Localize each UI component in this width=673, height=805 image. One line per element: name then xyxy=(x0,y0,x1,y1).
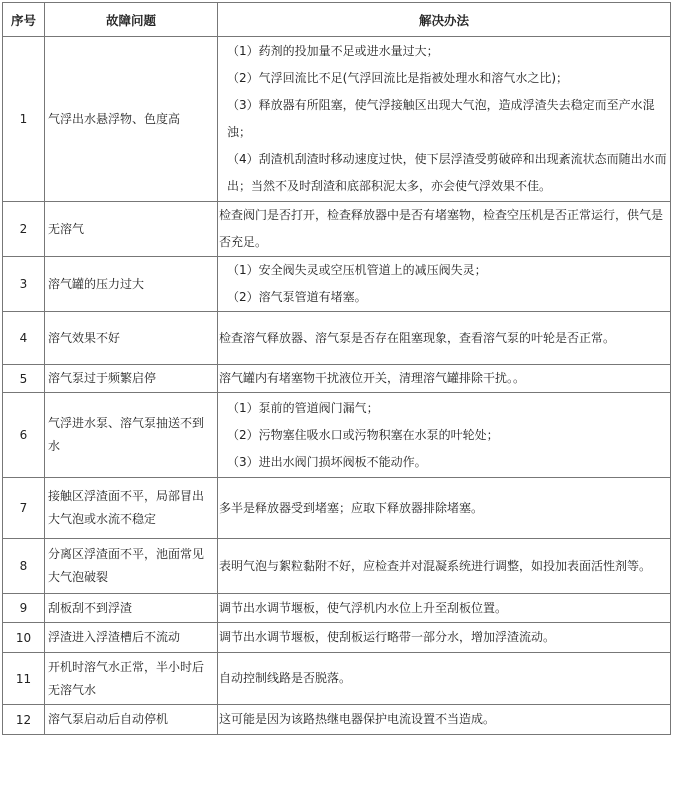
solution-cell xyxy=(218,393,671,478)
table-row xyxy=(3,478,671,539)
row-number: 3 xyxy=(3,257,45,312)
solution-line: 调节出水调节堰板，使气浮机内水位上升至刮板位置。 xyxy=(219,600,508,615)
table-row xyxy=(3,393,671,478)
issue-cell: 气浮出水悬浮物、色度高 xyxy=(45,37,218,202)
solution-line: 多半是释放器受到堵塞；应取下释放器排除堵塞。 xyxy=(219,500,484,515)
table-row xyxy=(3,594,671,623)
table-row xyxy=(3,623,671,653)
solution-line: （4）刮渣机刮渣时移动速度过快，使下层浮渣受剪破碎和出现紊流状态而随出水而出；当然不及时刮渣和底部积泥太多，亦会使气浮效果不佳。 xyxy=(227,152,667,193)
issue-cell: 气浮进水泵、溶气泵抽送不到水 xyxy=(45,393,218,478)
solution-line: 自动控制线路是否脱落。 xyxy=(219,671,352,685)
table-row xyxy=(3,312,671,365)
issue-cell: 刮板刮不到浮渣 xyxy=(45,594,218,623)
row-number: 11 xyxy=(3,653,45,705)
solution-line: 表明气泡与絮粒黏附不好，应检查并对混凝系统进行调整，如投加表面活性剂等。 xyxy=(219,558,652,573)
table-row xyxy=(3,257,671,312)
row-number: 12 xyxy=(3,705,45,735)
row-number: 1 xyxy=(3,37,45,202)
table-row xyxy=(3,653,671,705)
row-number: 5 xyxy=(3,365,45,393)
solution-cell xyxy=(218,594,671,623)
solution-cell xyxy=(218,312,671,365)
solution-cell xyxy=(218,202,671,257)
row-number: 6 xyxy=(3,393,45,478)
issue-cell: 溶气泵启动后自动停机 xyxy=(45,705,218,735)
row-number: 8 xyxy=(3,539,45,594)
issue-cell: 溶气效果不好 xyxy=(45,312,218,365)
solution-line: （1）安全阀失灵或空压机管道上的减压阀失灵； xyxy=(227,263,487,277)
issue-cell: 浮渣进入浮渣槽后不流动 xyxy=(45,623,218,653)
solution-line: （1）药剂的投加量不足或进水量过大； xyxy=(227,44,439,58)
issue-cell: 溶气泵过于频繁启停 xyxy=(45,365,218,393)
solution-line: （1）泵前的管道阀门漏气； xyxy=(227,400,379,415)
row-number: 7 xyxy=(3,478,45,539)
solution-cell xyxy=(218,365,671,393)
table-header-row xyxy=(3,3,671,37)
solution-cell xyxy=(218,623,671,653)
table-row xyxy=(3,705,671,735)
solution-line: 检查溶气释放器、溶气泵是否存在阻塞现象，查看溶气泵的叶轮是否正常。 xyxy=(219,330,616,345)
table-row xyxy=(3,37,671,202)
row-number: 9 xyxy=(3,594,45,623)
solution-line: 这可能是因为该路热继电器保护电流设置不当造成。 xyxy=(219,712,496,726)
solution-line: （2）气浮回流比不足(气浮回流比是指被处理水和溶气水之比)； xyxy=(227,71,569,85)
header-issue: 故障问题 xyxy=(45,3,218,37)
header-number: 序号 xyxy=(3,3,45,37)
solution-line: （2）污物塞住吸水口或污物积塞在水泵的叶轮处； xyxy=(227,427,499,442)
solution-line: 检查阀门是否打开，检查释放器中是否有堵塞物，检查空压机是否正常运行，供气是否充足。 xyxy=(219,208,664,249)
row-number: 4 xyxy=(3,312,45,365)
table-row xyxy=(3,365,671,393)
issue-cell: 溶气罐的压力过大 xyxy=(45,257,218,312)
issue-cell: 接触区浮渣面不平，局部冒出大气泡或水流不稳定 xyxy=(45,478,218,539)
solution-cell xyxy=(218,539,671,594)
row-number: 2 xyxy=(3,202,45,257)
solution-line: （3）释放器有所阻塞，使气浮接触区出现大气泡，造成浮渣失去稳定而至产水混浊； xyxy=(227,98,655,139)
solution-line: （3）进出水阀门损坏阀板不能动作。 xyxy=(227,454,427,469)
row-number: 10 xyxy=(3,623,45,653)
solution-cell xyxy=(218,257,671,312)
table-row xyxy=(3,539,671,594)
solution-cell xyxy=(218,37,671,202)
solution-line: 溶气罐内有堵塞物干扰液位开关，清理溶气罐排除干扰。。 xyxy=(219,371,526,385)
issue-cell: 分离区浮渣面不平，池面常见大气泡破裂 xyxy=(45,539,218,594)
issue-cell: 无溶气 xyxy=(45,202,218,257)
issue-cell: 开机时溶气水正常，半小时后无溶气水 xyxy=(45,653,218,705)
troubleshooting-table xyxy=(2,2,671,735)
solution-cell xyxy=(218,478,671,539)
solution-cell xyxy=(218,705,671,735)
solution-line: （2）溶气泵管道有堵塞。 xyxy=(227,290,367,304)
table-row xyxy=(3,202,671,257)
solution-line: 调节出水调节堰板，使刮板运行略带一部分水，增加浮渣流动。 xyxy=(219,630,556,644)
solution-cell xyxy=(218,653,671,705)
header-solution: 解决办法 xyxy=(218,3,671,37)
